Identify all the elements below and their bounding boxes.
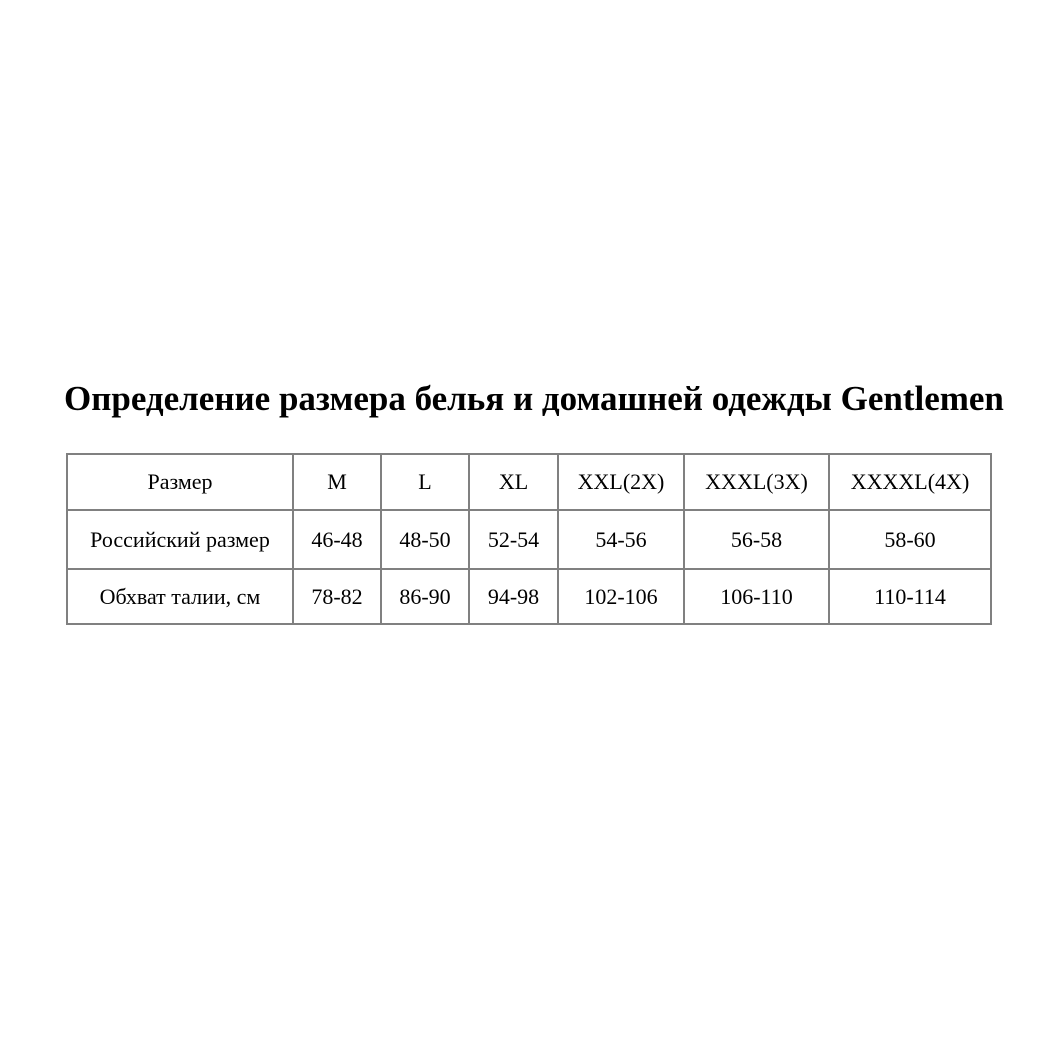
header-cell-xxxl: XXXL(3X) xyxy=(684,454,829,510)
page-title: Определение размера белья и домашней одежды Gentlemen xyxy=(64,379,1004,418)
value-cell: 56-58 xyxy=(684,510,829,569)
table-row-russian-size xyxy=(67,510,991,569)
value-cell: 94-98 xyxy=(469,569,558,624)
value-cell: 46-48 xyxy=(293,510,381,569)
table-row-waist-girth xyxy=(67,569,991,624)
value-cell: 106-110 xyxy=(684,569,829,624)
value-cell: 48-50 xyxy=(381,510,469,569)
value-cell: 110-114 xyxy=(829,569,991,624)
row-label-cell: Российский размер xyxy=(67,510,293,569)
header-cell-size: Размер xyxy=(67,454,293,510)
value-cell: 54-56 xyxy=(558,510,684,569)
header-cell-xxxxl: XXXXL(4X) xyxy=(829,454,991,510)
row-label-cell: Обхват талии, см xyxy=(67,569,293,624)
value-cell: 78-82 xyxy=(293,569,381,624)
value-cell: 52-54 xyxy=(469,510,558,569)
value-cell: 86-90 xyxy=(381,569,469,624)
header-cell-l: L xyxy=(381,454,469,510)
header-cell-m: M xyxy=(293,454,381,510)
size-table xyxy=(66,453,992,625)
header-cell-xl: XL xyxy=(469,454,558,510)
table-header-row xyxy=(67,454,991,510)
value-cell: 102-106 xyxy=(558,569,684,624)
value-cell: 58-60 xyxy=(829,510,991,569)
header-cell-xxl: XXL(2X) xyxy=(558,454,684,510)
